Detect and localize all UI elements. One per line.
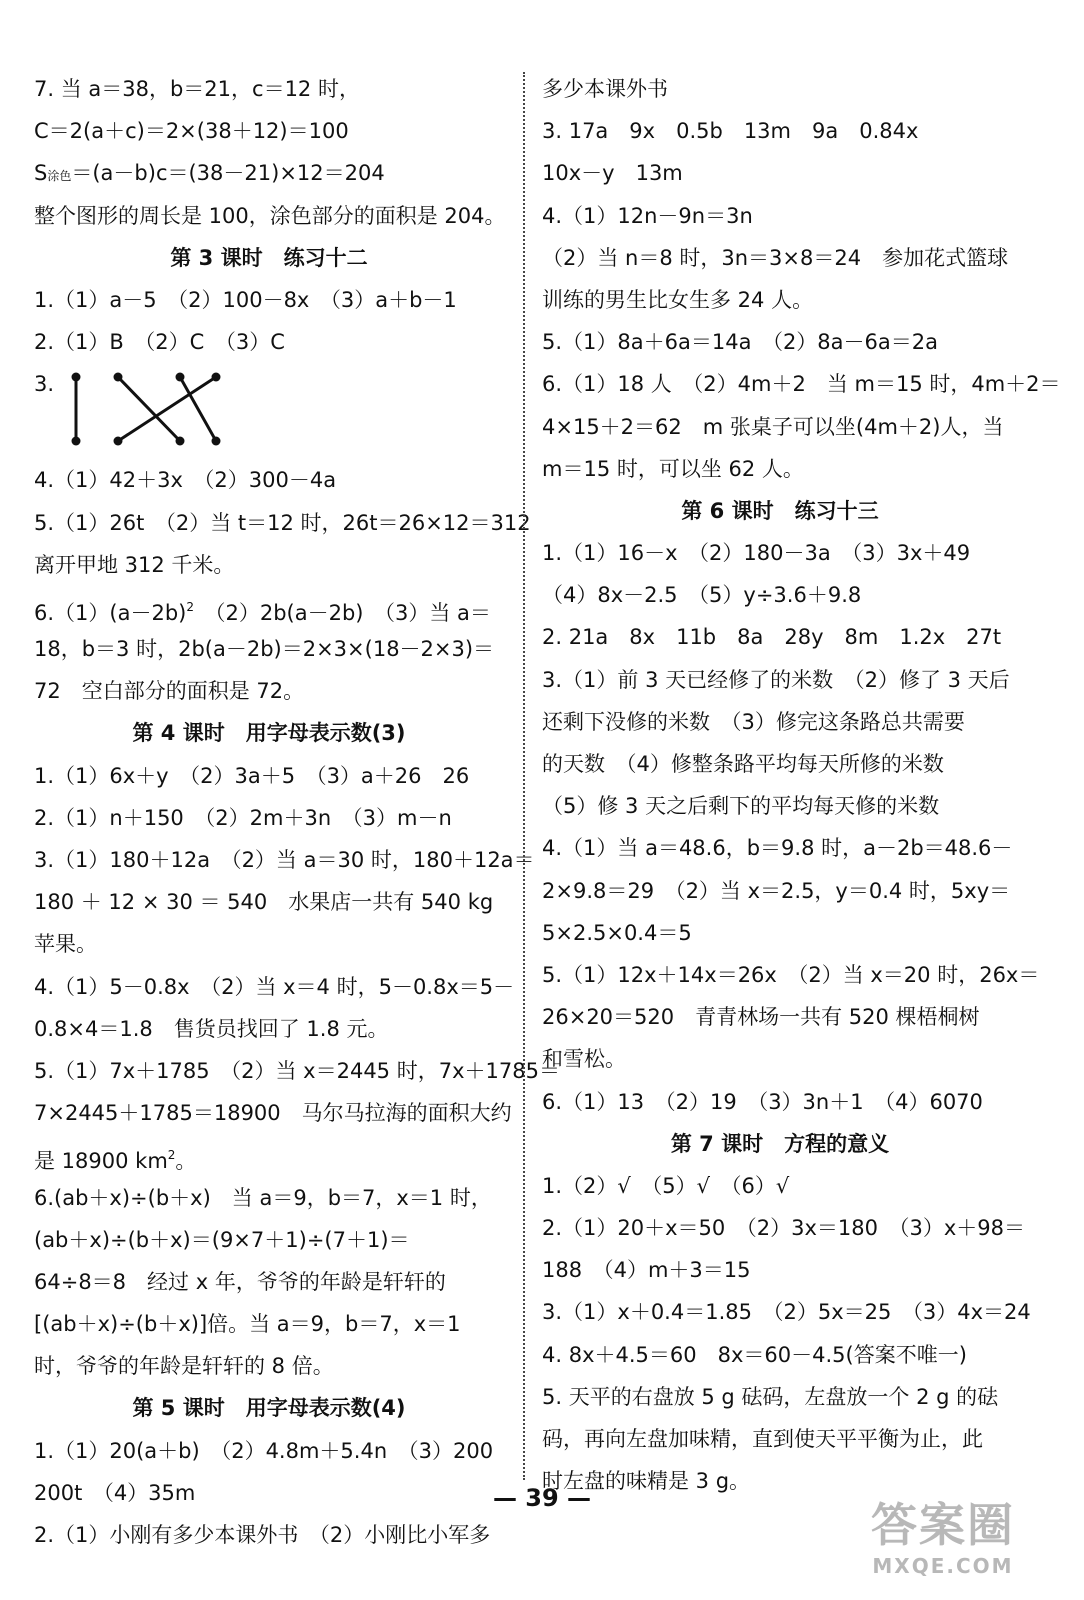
text-line: 的天数 （4）修整条路平均每天所修的米数	[542, 752, 944, 776]
text-line: 训练的男生比女生多 24 人。	[542, 287, 814, 312]
text-line: 72 空白部分的面积是 72。	[34, 679, 305, 704]
text-line: 0.8×4＝1.8 售货员找回了 1.8 元。	[34, 1016, 389, 1041]
text-line: 多少本课外书	[542, 77, 668, 101]
page-number: — 39 —	[492, 1484, 592, 1512]
expression: 是 18900 km	[34, 1149, 168, 1174]
match-line-3	[180, 377, 216, 441]
text-line: 4×15＋2＝62 m 张桌子可以坐(4m＋2)人，当	[542, 414, 1004, 439]
text-line: [(ab＋x)÷(b＋x)]倍。当 a＝9，b＝7，x＝1	[34, 1312, 461, 1337]
text-line: 5.（1）8a＋6a＝14a （2）8a－6a＝2a	[542, 330, 938, 355]
text-line: 苹果。	[34, 932, 97, 957]
matching-lines-figure	[56, 369, 226, 459]
text-line: 4. 8x＋4.5＝60 8x＝60－4.5(答案不唯一)	[542, 1342, 967, 1367]
text-line: 6.（1）13 （2）19 （3）3n＋1 （4）6070	[542, 1089, 983, 1114]
text-line: 还剩下没修的米数 （3）修完这条路总共需要	[542, 709, 965, 734]
match-dot	[212, 373, 221, 382]
text-line: 7×2445＋1785＝18900 马尔马拉海的面积大约	[34, 1101, 512, 1126]
text-line: 5.（1）7x＋1785 （2）当 x＝2445 时，7x＋1785＝	[34, 1058, 560, 1083]
section-heading: 第 5 课时 用字母表示数(4)	[132, 1396, 406, 1421]
text-line: 码，再向左盘加味精，直到使天平平衡为止，此	[542, 1427, 983, 1451]
text-line: 180 ＋ 12 × 30 ＝ 540 水果店一共有 540 kg	[34, 890, 494, 915]
right-column	[542, 68, 1061, 1502]
text-line: 3.（1）x＋0.4＝1.85 （2）5x＝25 （3）4x＝24	[542, 1300, 1031, 1325]
match-line-4	[118, 377, 216, 441]
text-line: 4.（1）5－0.8x （2）当 x＝4 时，5－0.8x＝5－	[34, 974, 515, 999]
text-line: 26×20＝520 青青林场一共有 520 棵梧桐树	[542, 1005, 980, 1030]
text-line: 5.（1）26t （2）当 t＝12 时，26t＝26×12＝312	[34, 510, 531, 535]
expression: （2）2b(a－2b) （3）当 a＝	[193, 600, 491, 625]
match-dot	[72, 437, 81, 446]
expression: 。	[175, 1149, 197, 1174]
column-divider	[523, 72, 525, 1480]
match-dot	[176, 437, 185, 446]
text-line: (ab＋x)÷(b＋x)＝(9×7＋1)÷(7＋1)＝	[34, 1227, 410, 1252]
text-line: m＝15 时，可以坐 62 人。	[542, 456, 804, 481]
text-line: 1.（1）20(a＋b) （2）4.8m＋5.4n （3）200	[34, 1438, 494, 1463]
text-line: C＝2(a＋c)＝2×(38＋12)＝100	[34, 119, 349, 144]
text-line: 1.（1）6x＋y （2）3a＋5 （3）a＋26 26	[34, 763, 470, 788]
text-line: 3.（1）前 3 天已经修了的米数 （2）修了 3 天后	[542, 667, 1010, 692]
superscript: 2	[186, 599, 194, 614]
text-line	[34, 586, 504, 628]
text-line: （5）修 3 天之后剩下的平均每天修的米数	[542, 794, 940, 819]
text-line: （2）当 n＝8 时，3n＝3×8＝24 参加花式篮球	[542, 245, 1009, 270]
section-heading: 第 4 课时 用字母表示数(3)	[132, 721, 406, 746]
section-heading: 第 3 课时 练习十二	[170, 245, 368, 270]
superscript: 2	[167, 1148, 176, 1163]
text-line: 1.（2）√ （5）√ （6）√	[542, 1173, 790, 1198]
text-line: 18，b＝3 时，2b(a－2b)＝2×3×(18－2×3)＝	[34, 637, 495, 662]
shaded-area-symbol: S	[34, 161, 48, 186]
shaded-subscript: 涂色	[47, 169, 72, 184]
text-line: 2.（1）20＋x＝50 （2）3x＝180 （3）x＋98＝	[542, 1216, 1026, 1241]
match-dot	[212, 437, 221, 446]
text-line: 4.（1）42＋3x （2）300－4a	[34, 468, 337, 493]
question-number: 3.	[34, 372, 55, 397]
text-line: 整个图形的周长是 100，涂色部分的面积是 204。	[34, 203, 506, 228]
text-line: 3. 17a 9x 0.5b 13m 9a 0.84x	[542, 119, 919, 144]
text-line: 时左盘的味精是 3 g。	[542, 1469, 751, 1494]
section-heading: 第 6 课时 练习十三	[681, 498, 879, 523]
text-line: 7. 当 a＝38，b＝21，c＝12 时，	[34, 77, 360, 101]
match-dot	[114, 373, 123, 382]
text-line: 4.（1）12n－9n＝3n	[542, 203, 753, 228]
match-dot	[72, 373, 81, 382]
text-line: 1.（1）16－x （2）180－3a （3）3x＋49	[542, 541, 971, 566]
matching-diagram	[34, 363, 504, 459]
text-line: 6.（1）18 人 （2）4m＋2 当 m＝15 时，4m＋2＝	[542, 372, 1061, 397]
match-line-2	[118, 377, 180, 441]
text-line: 3.（1）180＋12a （2）当 a＝30 时，180＋12a＝	[34, 848, 535, 872]
watermark-logo	[828, 1498, 1058, 1590]
text-line: 2. 21a 8x 11b 8a 28y 8m 1.2x 27t	[542, 625, 1002, 650]
text-line: 2×9.8＝29 （2）当 x＝2.5，y＝0.4 时，5xy＝	[542, 878, 1011, 903]
section-heading: 第 7 课时 方程的意义	[670, 1131, 890, 1156]
text-line	[34, 152, 504, 194]
text-line: 200t （4）35m	[34, 1480, 196, 1505]
match-dot	[114, 437, 123, 446]
match-dot	[176, 373, 185, 382]
text-line: 1.（1）a－5 （2）100－8x （3）a＋b－1	[34, 287, 457, 312]
watermark-url: MXQE.COM	[872, 1554, 1014, 1578]
text-line: 5×2.5×0.4＝5	[542, 920, 692, 945]
text-line	[34, 1134, 504, 1176]
text-line: 时，爷爷的年龄是轩轩的 8 倍。	[34, 1354, 334, 1379]
text-line: 4.（1）当 a＝48.6，b＝9.8 时，a－2b＝48.6－	[542, 836, 1013, 861]
watermark-title: 答案圈	[871, 1498, 1015, 1552]
text-line: 2.（1）B （2）C （3）C	[34, 330, 285, 355]
text-line: 5.（1）12x＋14x＝26x （2）当 x＝20 时，26x＝	[542, 962, 1040, 987]
text-line: 离开甲地 312 千米。	[34, 552, 235, 577]
text-line: 64÷8＝8 经过 x 年，爷爷的年龄是轩轩的	[34, 1269, 446, 1294]
text-line: 6.(ab＋x)÷(b＋x) 当 a＝9，b＝7，x＝1 时，	[34, 1185, 492, 1210]
shaded-area-formula: ＝(a－b)c＝(38－21)×12＝204	[71, 161, 385, 186]
text-line: 188 （4）m＋3＝15	[542, 1258, 751, 1283]
text-line: （4）8x－2.5 （5）y÷3.6＋9.8	[542, 583, 862, 608]
expression: 6.（1）(a－2b)	[34, 600, 187, 625]
text-line: 2.（1）小刚有多少本课外书 （2）小刚比小军多	[34, 1523, 491, 1547]
text-line: 10x－y 13m	[542, 161, 683, 186]
text-line: 5. 天平的右盘放 5 g 砝码，左盘放一个 2 g 的砝	[542, 1384, 999, 1409]
text-line: 和雪松。	[542, 1047, 626, 1072]
text-line: 2.（1）n＋150 （2）2m＋3n （3）m－n	[34, 805, 452, 830]
